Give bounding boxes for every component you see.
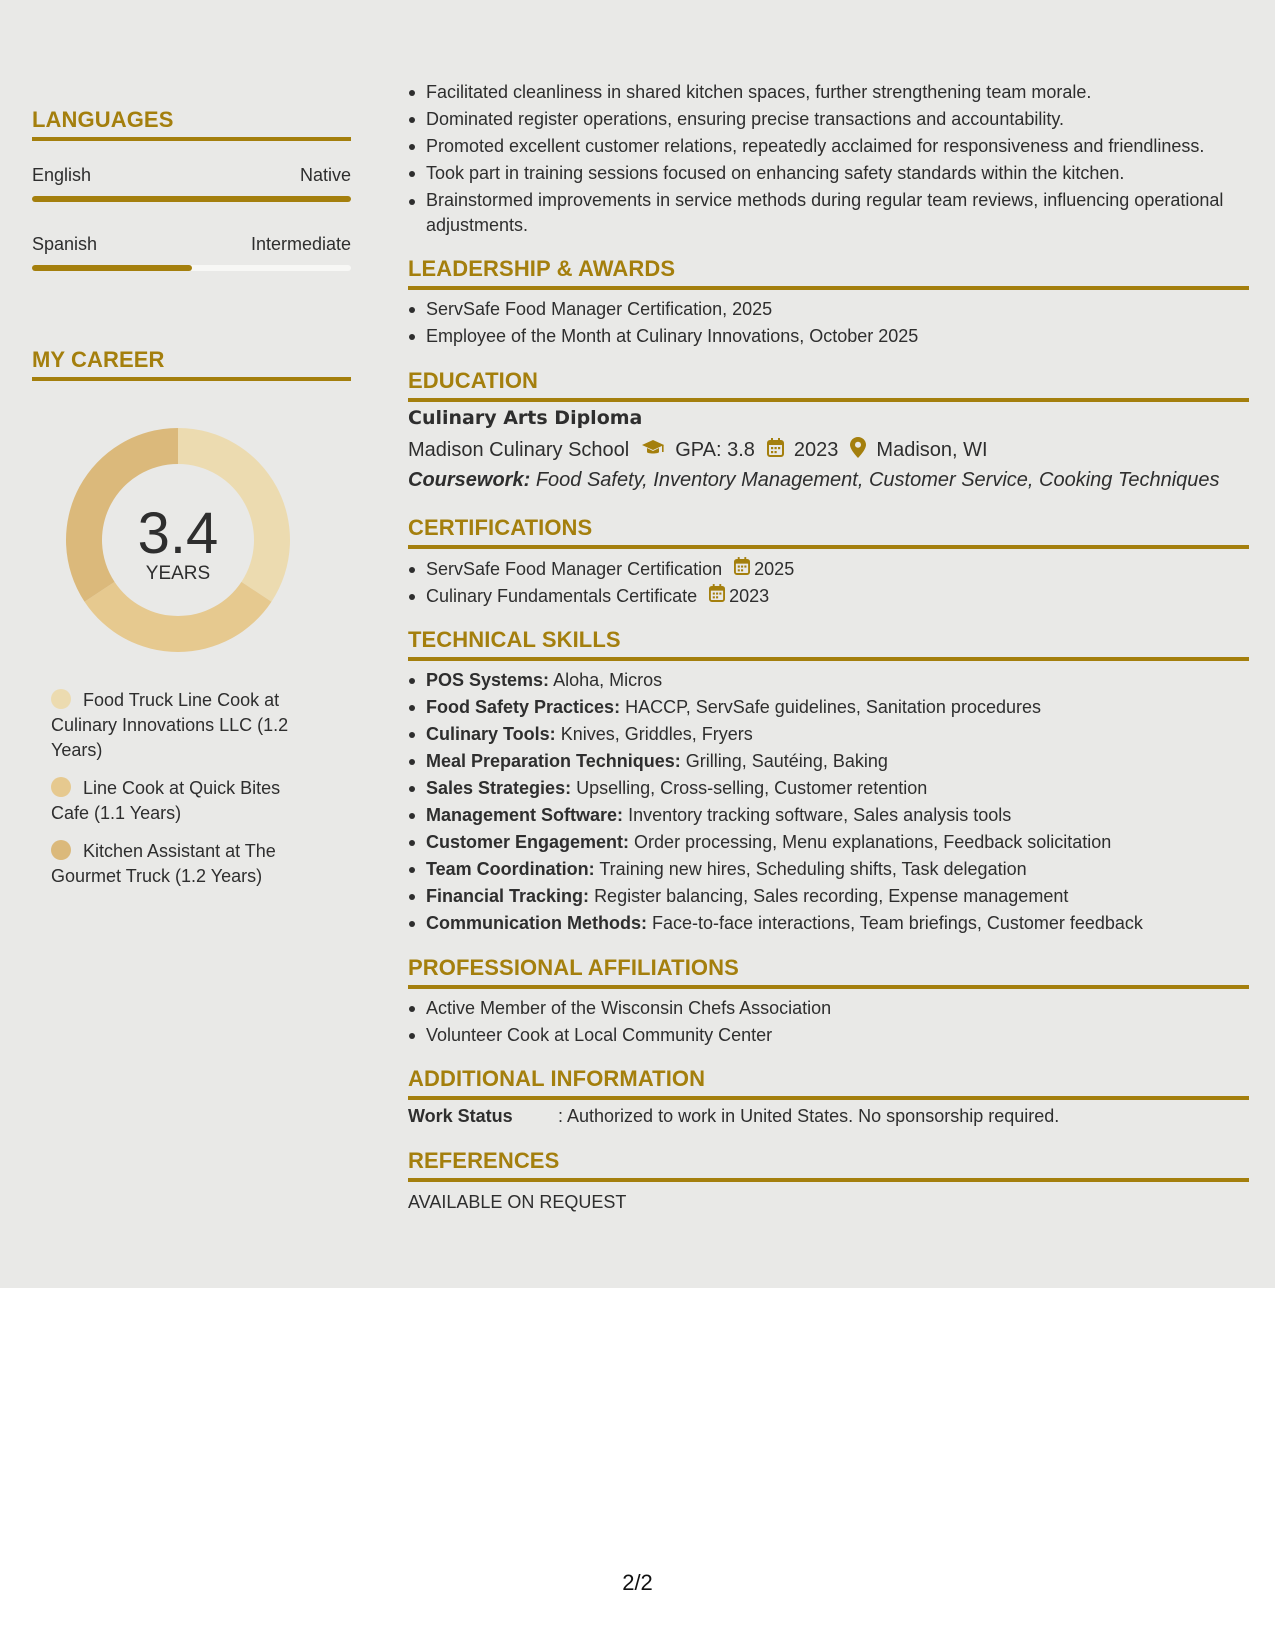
certification-year: 2025 [754,559,795,579]
references-text: AVAILABLE ON REQUEST [408,1192,627,1212]
list-item [408,829,1249,856]
certification-year: 2023 [729,586,770,606]
skill-label: Team Coordination: [426,859,595,879]
language-name: English [32,165,92,185]
list-item: Facilitated cleanliness in shared kitchen spaces, further strengthening team morale. [408,79,1249,106]
list-item [408,583,1249,610]
list-item: Active Member of the Wisconsin Chefs Association [408,995,1249,1022]
list-item [408,556,1249,583]
certifications-list [408,556,1249,610]
education-year: 2023 [793,439,839,461]
skill-label: Management Software: [426,805,624,825]
work-status-row [408,1106,1059,1127]
education-location: Madison, WI [876,439,988,461]
skill-value: Training new hires, Scheduling shifts, Task delegation [599,859,1027,879]
language-level-fill [32,265,192,271]
certification-name: Culinary Fundamentals Certificate [426,586,698,606]
list-item: Volunteer Cook at Local Community Center [408,1022,1249,1049]
experience-bullet-list [408,79,1249,238]
legend-label: Food Truck Line Cook at Culinary Innovations LLC (1.2 Years) [51,690,289,760]
list-item: Took part in training sessions focused on enhancing safety standards within the kitchen. [408,160,1249,187]
skill-value: HACCP, ServSafe guidelines, Sanitation procedures [625,697,1041,717]
language-level: Intermediate [250,234,351,254]
legend-label: Kitchen Assistant at The Gourmet Truck (1.2 Years) [51,841,276,886]
certifications-heading: CERTIFICATIONS [408,515,1249,549]
list-item [408,883,1249,910]
skill-value: Inventory tracking software, Sales analysis tools [628,805,1012,825]
language-item [32,165,351,202]
work-status-label: Work Status [408,1106,513,1126]
education-heading: EDUCATION [408,368,1249,402]
language-level-fill [32,196,351,202]
calendar-icon [734,556,754,583]
technical-skills-list [408,667,1249,937]
skill-label: Culinary Tools: [426,724,556,744]
legend-label: Line Cook at Quick Bites Cafe (1.1 Years) [51,778,281,823]
references-heading: REFERENCES [408,1148,1249,1182]
legend-item [51,776,321,826]
career-legend [51,688,321,902]
skill-label: Customer Engagement: [426,832,630,852]
list-item: Dominated register operations, ensuring precise transactions and accountability. [408,106,1249,133]
list-item: Employee of the Month at Culinary Innovations, October 2025 [408,323,1249,350]
list-item [408,856,1249,883]
legend-swatch [51,840,71,860]
career-total-unit: YEARS [145,563,211,584]
list-item [408,667,1249,694]
leadership-list [408,296,1249,350]
skill-label: Communication Methods: [426,913,647,933]
list-item [408,775,1249,802]
affiliations-heading: PROFESSIONAL AFFILIATIONS [408,955,1249,989]
language-item [32,234,351,271]
location-pin-icon [850,437,866,464]
list-item [408,748,1249,775]
additional-info-heading: ADDITIONAL INFORMATION [408,1066,1249,1100]
education-degree: Culinary Arts Diploma [408,407,643,429]
list-item [408,721,1249,748]
legend-item [51,839,321,889]
calendar-icon [709,583,729,610]
technical-skills-heading: TECHNICAL SKILLS [408,627,1249,661]
page-number: 2/2 [622,1570,653,1595]
language-level: Native [299,165,351,185]
list-item: ServSafe Food Manager Certification, 2025 [408,296,1249,323]
skill-label: Food Safety Practices: [426,697,621,717]
skill-value: Knives, Griddles, Fryers [560,724,753,744]
skill-value: Upselling, Cross-selling, Customer retention [576,778,928,798]
education-coursework [408,469,1220,492]
skill-label: POS Systems: [426,670,550,690]
list-item: Brainstormed improvements in service methods during regular team reviews, influencing operational adjustments. [408,188,1249,238]
legend-swatch [51,777,71,797]
skill-label: Sales Strategies: [426,778,572,798]
skill-value: Register balancing, Sales recording, Expense management [594,886,1069,906]
career-heading: MY CAREER [32,347,351,381]
education-gpa: GPA: 3.8 [675,439,755,461]
coursework-list: Food Safety, Inventory Management, Customer Service, Cooking Techniques [535,469,1220,491]
language-name: Spanish [32,234,98,254]
career-total-years: 3.4 [137,501,219,566]
skill-label: Financial Tracking: [426,886,590,906]
work-status-value: : Authorized to work in United States. No sponsorship required. [558,1106,1060,1126]
coursework-label: Coursework: [408,469,531,491]
skill-value: Face-to-face interactions, Team briefings, Customer feedback [652,913,1143,933]
skill-value: Grilling, Sautéing, Baking [685,751,888,771]
languages-heading: LANGUAGES [32,107,351,141]
leadership-heading: LEADERSHIP & AWARDS [408,256,1249,290]
legend-item [51,688,321,763]
skill-value: Aloha, Micros [553,670,663,690]
language-level-bar [32,196,351,202]
education-school: Madison Culinary School [408,439,630,461]
calendar-icon [767,438,784,463]
legend-swatch [51,689,71,709]
list-item [408,910,1249,937]
education-details [408,437,988,464]
list-item [408,802,1249,829]
certification-name: ServSafe Food Manager Certification [426,559,723,579]
graduation-cap-icon [641,439,665,463]
language-level-bar [32,265,351,271]
list-item [408,694,1249,721]
career-donut-chart [66,428,290,652]
skill-value: Order processing, Menu explanations, Feedback solicitation [634,832,1112,852]
affiliations-list [408,995,1249,1049]
list-item: Promoted excellent customer relations, repeatedly acclaimed for responsiveness and friendliness. [408,133,1249,160]
skill-label: Meal Preparation Techniques: [426,751,681,771]
